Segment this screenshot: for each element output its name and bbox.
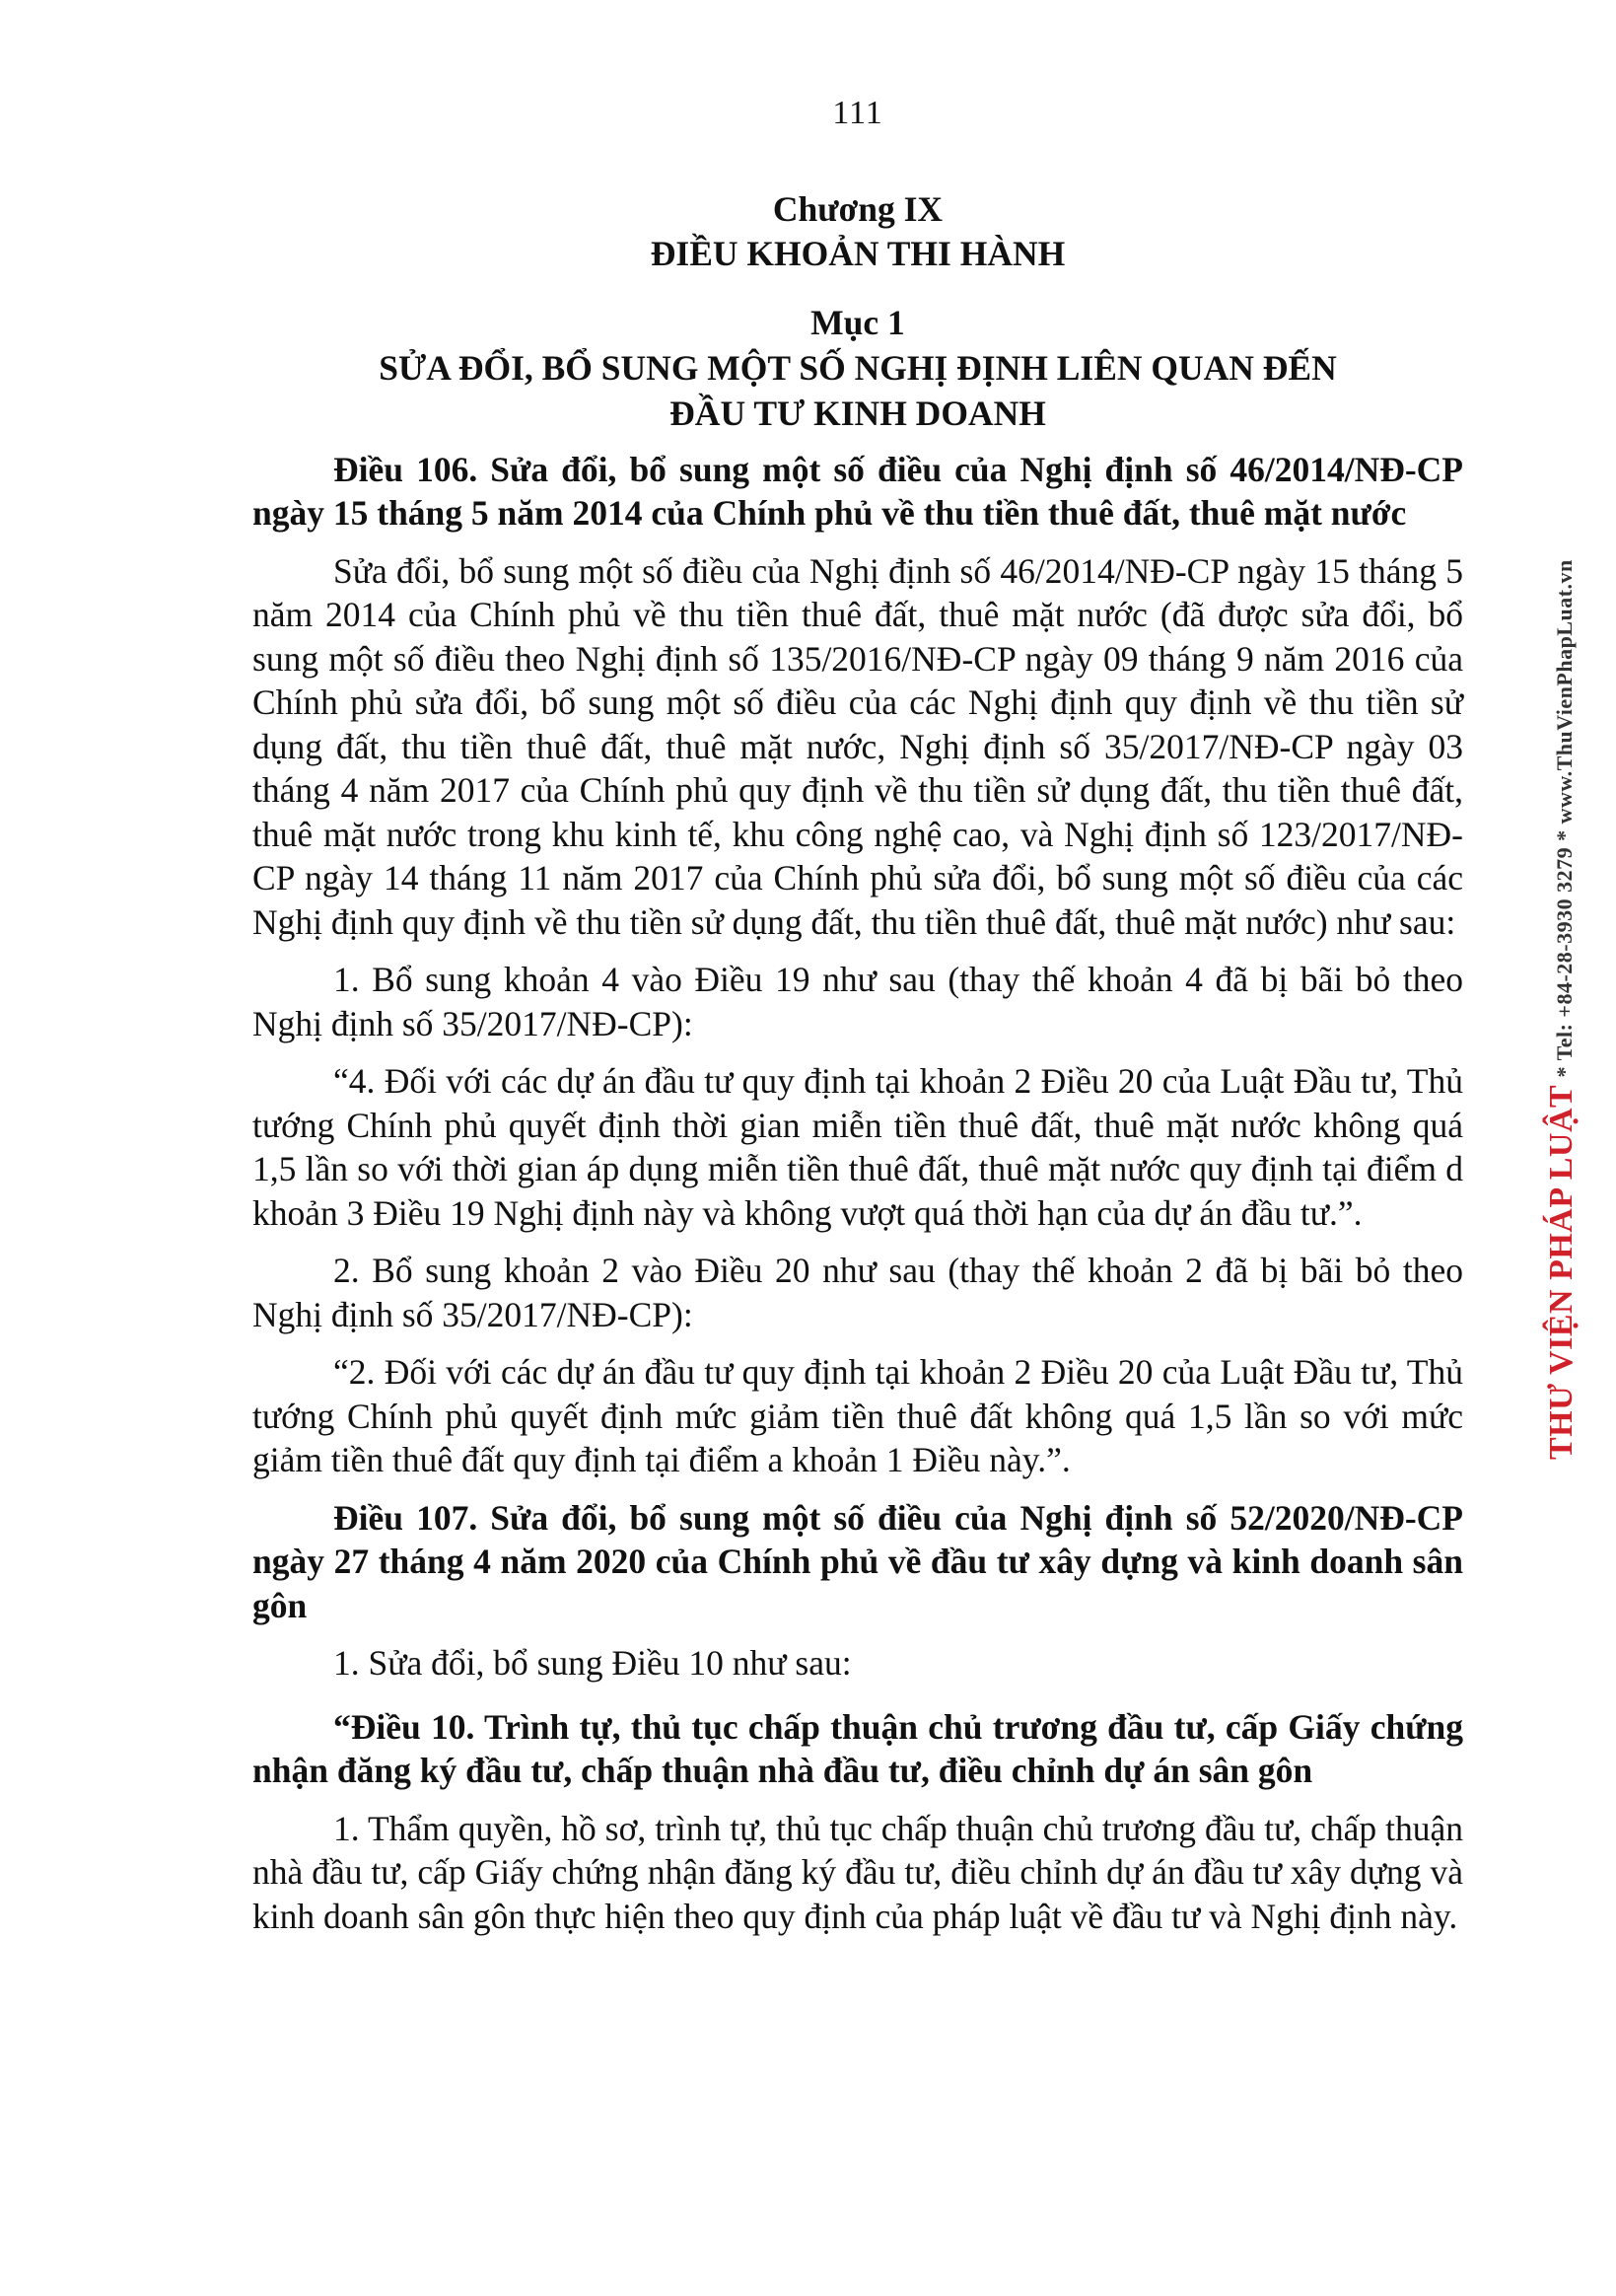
article-106-intro: Sửa đổi, bổ sung một số điều của Nghị định số 46/2014/NĐ-CP ngày 15 tháng 5 năm 2014 của Chính phủ về thu tiền thuê đất, thuê mặt nước (đã được sửa đổi, bổ sung một số điều theo Nghị định số 135/2016/NĐ-CP ngày 09 tháng 9 năm 2016 của Chính phủ sửa đổi, bổ sung một số điều của các Nghị định quy định về thu tiền sử dụng đất, thu tiền thuê đất, thuê mặt nước, Nghị định số 35/2017/NĐ-CP ngày 03 tháng 4 năm 2017 của Chính phủ quy định về thu tiền sử dụng đất, thu tiền thuê đất, thuê mặt nước trong khu kinh tế, khu công nghệ cao, và Nghị định số 123/2017/NĐ-CP ngày 14 tháng 11 năm 2017 của Chính phủ sửa đổi, bổ sung một số điều của các Nghị định quy định về thu tiền sử dụng đất, thu tiền thuê đất, thuê mặt nước) như sau: <box>252 550 1463 942</box>
watermark-brand: THƯ VIỆN PHÁP LUẬT <box>1543 1084 1580 1460</box>
article-106-item-1-quote: “4. Đối với các dự án đầu tư quy định tại khoản 2 Điều 20 của Luật Đầu tư, Thủ tướng Chính phủ quyết định thời gian miễn tiền thuê đất, thuê mặt nước không quá 1,5 lần so với thời gian áp dụng miễn tiền thuê đất, thuê mặt nước quy định tại điểm d khoản 3 Điều 19 Nghị định này và không vượt quá thời hạn của dự án đầu tư.”. <box>252 1061 1463 1233</box>
article-106-item-2-quote: “2. Đối với các dự án đầu tư quy định tại khoản 2 Điều 20 của Luật Đầu tư, Thủ tướng Chính phủ quyết định mức giảm tiền thuê đất không quá 1,5 lần so với mức giảm tiền thuê đất quy định tại điểm a khoản 1 Điều này.”. <box>252 1352 1463 1479</box>
article-10-quote-item-1: 1. Thẩm quyền, hồ sơ, trình tự, thủ tục chấp thuận chủ trương đầu tư, chấp thuận nhà đầu tư, cấp Giấy chứng nhận đăng ký đầu tư, điều chỉnh dự án đầu tư xây dựng và kinh doanh sân gôn thực hiện theo quy định của pháp luật về đầu tư và Nghị định này. <box>252 1808 1463 1936</box>
article-106-heading: Điều 106. Sửa đổi, bổ sung một số điều của Nghị định số 46/2014/NĐ-CP ngày 15 tháng 5 năm 2014 của Chính phủ về thu tiền thuê đất, thuê mặt nước <box>252 449 1463 533</box>
chapter-label: Chương IX <box>772 189 944 229</box>
article-106-item-1: 1. Bổ sung khoản 4 vào Điều 19 như sau (thay thế khoản 4 đã bị bãi bỏ theo Nghị định số 35/2017/NĐ-CP): <box>252 960 1463 1043</box>
watermark-contact: * Tel: +84-28-3930 3279 * www.ThuVienPhapLuat.vn <box>1552 559 1577 1078</box>
page-number: 111 <box>832 95 883 131</box>
article-106-item-2: 2. Bổ sung khoản 2 vào Điều 20 như sau (thay thế khoản 2 đã bị bãi bỏ theo Nghị định số 35/2017/NĐ-CP): <box>252 1251 1463 1334</box>
section-title-line2: ĐẦU TƯ KINH DOANH <box>669 393 1046 433</box>
section-label: Mục 1 <box>810 303 905 342</box>
document-body <box>252 187 1463 1938</box>
article-107-heading: Điều 107. Sửa đổi, bổ sung một số điều của Nghị định số 52/2020/NĐ-CP ngày 27 tháng 4 năm 2020 của Chính phủ về đầu tư xây dựng và kinh doanh sân gôn <box>252 1497 1463 1625</box>
chapter-title: ĐIỀU KHOẢN THI HÀNH <box>650 233 1066 273</box>
article-10-quote-heading: “Điều 10. Trình tự, thủ tục chấp thuận chủ trương đầu tư, cấp Giấy chứng nhận đăng ký đầu tư, chấp thuận nhà đầu tư, điều chỉnh dự án sân gôn <box>252 1706 1463 1790</box>
side-watermark <box>1543 559 1581 1460</box>
article-107-item-1: 1. Sửa đổi, bổ sung Điều 10 như sau: <box>333 1643 852 1683</box>
section-title-line1: SỬA ĐỔI, BỔ SUNG MỘT SỐ NGHỊ ĐỊNH LIÊN QUAN ĐẾN <box>379 347 1337 388</box>
